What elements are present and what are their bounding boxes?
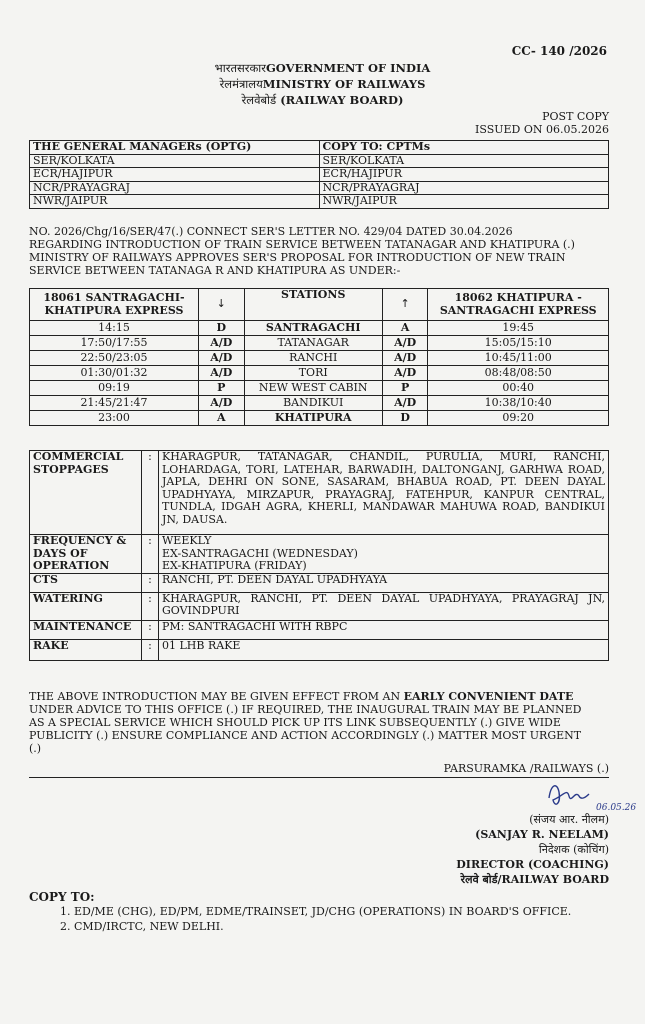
down-train-time: 09:19 <box>30 381 199 396</box>
info-row-watering <box>30 592 609 620</box>
up-train-time: 09:20 <box>428 411 609 426</box>
info-key-text: FREQUENCY & <box>33 534 127 547</box>
up-train-code: A/D <box>382 366 428 381</box>
info-value: PM: SANTRAGACHI WITH RBPC <box>159 620 609 639</box>
header-line-3 <box>0 94 645 107</box>
timetable-head-text: 18061 SANTRAGACHI- <box>43 291 185 304</box>
header-line-1 <box>0 62 645 75</box>
timetable-head-text: KHATIPURA EXPRESS <box>44 303 184 317</box>
down-train-code: A/D <box>198 366 244 381</box>
info-key-text: OPERATION <box>33 559 110 572</box>
address-row <box>30 168 609 182</box>
down-train-time: 23:00 <box>30 411 199 426</box>
address-row <box>30 195 609 209</box>
timetable-row <box>30 351 609 366</box>
closing-text: THE ABOVE INTRODUCTION MAY BE GIVEN EFFECT FROM AN <box>29 690 404 703</box>
info-colon: : <box>142 592 159 620</box>
info-colon: : <box>142 535 159 574</box>
closing-line: UNDER ADVICE TO THIS OFFICE (.) IF REQUIRED, THE INAUGURAL TRAIN MAY BE PLANNED <box>29 703 582 716</box>
down-train-code: P <box>198 381 244 396</box>
station-name: TATANAGAR <box>244 336 382 351</box>
address-cell: SER/KOLKATA <box>30 154 320 168</box>
info-row-frequency <box>30 535 609 574</box>
header-hindi-1: भारतसरकार <box>214 61 266 75</box>
header-english-3: (RAILWAY BOARD) <box>280 93 404 107</box>
signer-name-hindi: (संजय आर. नीलम) <box>529 813 609 826</box>
info-value: KHARAGPUR, TATANAGAR, CHANDIL, PURULIA, MURI, RANCHI, LOHARDAGA, TORI, LATEHAR, BARWADIH, DALTONGANJ, GARHWA ROAD, JAPLA, DEHRI ON SONE, SASARAM, BHABUA ROAD, PT. DEEN DAYAL UPADHYAYA, MIRZAPUR, PRAYAGRAJ, FATEHPUR, KANPUR CENTRAL, TUNDLA, IDGAH AGRA, KHERLI, MANDAWAR MAHUWA ROAD, BANDIKUI JN, DAUSA. <box>159 451 609 535</box>
reference-number: CC- 140 /2026 <box>511 44 607 58</box>
up-train-time: 19:45 <box>428 321 609 336</box>
info-key <box>30 535 142 574</box>
down-train-time: 14:15 <box>30 321 199 336</box>
header-line-2 <box>0 78 645 91</box>
info-value-line: EX-KHATIPURA (FRIDAY) <box>162 559 307 572</box>
timetable-head-up-train <box>428 289 609 321</box>
address-table <box>29 140 609 209</box>
info-row-rake <box>30 639 609 660</box>
timetable-head-stations: STATIONS <box>244 289 382 321</box>
copy-to-title: COPY TO: <box>29 890 95 904</box>
down-train-time: 17:50/17:55 <box>30 336 199 351</box>
info-value-line: EX-SANTRAGACHI (WEDNESDAY) <box>162 546 358 560</box>
issued-on: ISSUED ON 06.05.2026 <box>475 123 609 136</box>
down-train-code: A/D <box>198 351 244 366</box>
up-train-code: A <box>382 321 428 336</box>
down-train-code: A/D <box>198 396 244 411</box>
info-key: MAINTENANCE <box>30 620 142 639</box>
intro-paragraph <box>29 225 609 277</box>
station-name: BANDIKUI <box>244 396 382 411</box>
timetable-head-text: SANTRAGACHI EXPRESS <box>439 303 597 317</box>
station-name: TORI <box>244 366 382 381</box>
closing-emphasis: EARLY CONVENIENT DATE <box>403 690 574 703</box>
info-colon: : <box>142 639 159 660</box>
address-row <box>30 181 609 195</box>
timetable-row <box>30 411 609 426</box>
up-arrow-icon: ↑ <box>382 289 428 321</box>
address-cell: ECR/HAJIPUR <box>30 168 320 182</box>
signature-block <box>456 812 609 887</box>
timetable-row <box>30 366 609 381</box>
closing-paragraph <box>29 690 609 755</box>
address-cell: SER/KOLKATA <box>319 154 609 168</box>
address-cell: NWR/JAIPUR <box>319 195 609 209</box>
info-value-line: WEEKLY <box>162 534 212 547</box>
down-train-code: A <box>198 411 244 426</box>
address-cell: NCR/PRAYAGRAJ <box>319 181 609 195</box>
info-key-text: COMMERCIAL <box>33 450 124 463</box>
intro-line: SERVICE BETWEEN TATANAGA R AND KHATIPURA AS UNDER:- <box>29 264 401 277</box>
signer-designation: DIRECTOR (COACHING) <box>456 858 609 871</box>
intro-line: MINISTRY OF RAILWAYS APPROVES SER'S PROPOSAL FOR INTRODUCTION OF NEW TRAIN <box>29 251 566 264</box>
up-train-code: A/D <box>382 396 428 411</box>
info-value: RANCHI, PT. DEEN DAYAL UPADHYAYA <box>159 573 609 592</box>
up-train-time: 10:45/11:00 <box>428 351 609 366</box>
down-arrow-icon: ↓ <box>198 289 244 321</box>
timetable-head-down-train <box>30 289 199 321</box>
header-hindi-3: रेलवेबोर्ड <box>241 93 277 107</box>
timetable-row <box>30 381 609 396</box>
header-hindi-2: रेलमंत्रालय <box>219 77 263 91</box>
signature-date: 06.05.26 <box>596 803 637 813</box>
info-colon: : <box>142 620 159 639</box>
post-copy: POST COPY <box>542 110 609 123</box>
info-key: RAKE <box>30 639 142 660</box>
info-colon: : <box>142 573 159 592</box>
up-train-code: A/D <box>382 351 428 366</box>
closing-line: (.) <box>29 742 42 755</box>
info-value: KHARAGPUR, RANCHI, PT. DEEN DAYAL UPADHYAYA, PRAYAGRAJ JN, GOVINDPURI <box>159 592 609 620</box>
header-english-2: MINISTRY OF RAILWAYS <box>262 77 426 91</box>
down-train-time: 22:50/23:05 <box>30 351 199 366</box>
station-name: KHATIPURA <box>244 411 382 426</box>
info-row-maintenance <box>30 620 609 639</box>
up-train-code: D <box>382 411 428 426</box>
info-row-commercial-stoppages <box>30 451 609 535</box>
up-train-code: A/D <box>382 336 428 351</box>
address-cell: ECR/HAJIPUR <box>319 168 609 182</box>
address-cell: NCR/PRAYAGRAJ <box>30 181 320 195</box>
info-key <box>30 451 142 535</box>
station-name: RANCHI <box>244 351 382 366</box>
up-train-time: 08:48/08:50 <box>428 366 609 381</box>
closing-line: AS A SPECIAL SERVICE WHICH SHOULD PICK UP ITS LINK SUBSEQUENTLY (.) GIVE WIDE <box>29 716 561 729</box>
timetable-head-text: 18062 KHATIPURA - <box>454 291 582 304</box>
address-cell: NWR/JAIPUR <box>30 195 320 209</box>
info-value: 01 LHB RAKE <box>159 639 609 660</box>
timetable-row <box>30 336 609 351</box>
address-right-head: COPY TO: CPTMs <box>319 141 609 155</box>
info-table <box>29 450 609 661</box>
header-english-1: GOVERNMENT OF INDIA <box>265 61 431 75</box>
up-train-time: 00:40 <box>428 381 609 396</box>
copy-to-item: 1. ED/ME (CHG), ED/PM, EDME/TRAINSET, JD/CHG (OPERATIONS) IN BOARD'S OFFICE. <box>74 905 624 918</box>
signer-name: (SANJAY R. NEELAM) <box>475 828 609 841</box>
intro-line: NO. 2026/Chg/16/SER/47(.) CONNECT SER'S LETTER NO. 429/04 DATED 30.04.2026 <box>29 225 513 238</box>
info-key: WATERING <box>30 592 142 620</box>
address-left-head: THE GENERAL MANAGERs (OPTG) <box>30 141 320 155</box>
info-row-cts <box>30 573 609 592</box>
down-train-time: 21:45/21:47 <box>30 396 199 411</box>
signer-office: रेलवे बोर्ड/RAILWAY BOARD <box>460 873 609 886</box>
copy-to-list <box>60 905 624 935</box>
divider <box>29 777 609 778</box>
down-train-code: D <box>198 321 244 336</box>
up-train-time: 15:05/15:10 <box>428 336 609 351</box>
up-train-code: P <box>382 381 428 396</box>
up-train-time: 10:38/10:40 <box>428 396 609 411</box>
closing-line: PUBLICITY (.) ENSURE COMPLIANCE AND ACTION ACCORDINGLY (.) MATTER MOST URGENT <box>29 729 582 742</box>
signer-designation-hindi: निदेशक (कोचिंग) <box>538 843 609 856</box>
info-value <box>159 535 609 574</box>
info-key-text: STOPPAGES <box>33 462 109 476</box>
closing-line <box>29 690 609 703</box>
address-row <box>30 154 609 168</box>
tag-line: PARSURAMKA /RAILWAYS (.) <box>443 762 609 775</box>
down-train-time: 01:30/01:32 <box>30 366 199 381</box>
copy-to-item: 2. CMD/IRCTC, NEW DELHI. <box>74 920 624 933</box>
info-key-text: DAYS OF <box>33 546 88 560</box>
timetable-row <box>30 396 609 411</box>
station-name: SANTRAGACHI <box>244 321 382 336</box>
info-key: CTS <box>30 573 142 592</box>
timetable <box>29 288 609 426</box>
station-name: NEW WEST CABIN <box>244 381 382 396</box>
timetable-row <box>30 321 609 336</box>
intro-line: REGARDING INTRODUCTION OF TRAIN SERVICE BETWEEN TATANAGAR AND KHATIPURA (.) <box>29 238 575 251</box>
down-train-code: A/D <box>198 336 244 351</box>
info-colon: : <box>142 451 159 535</box>
